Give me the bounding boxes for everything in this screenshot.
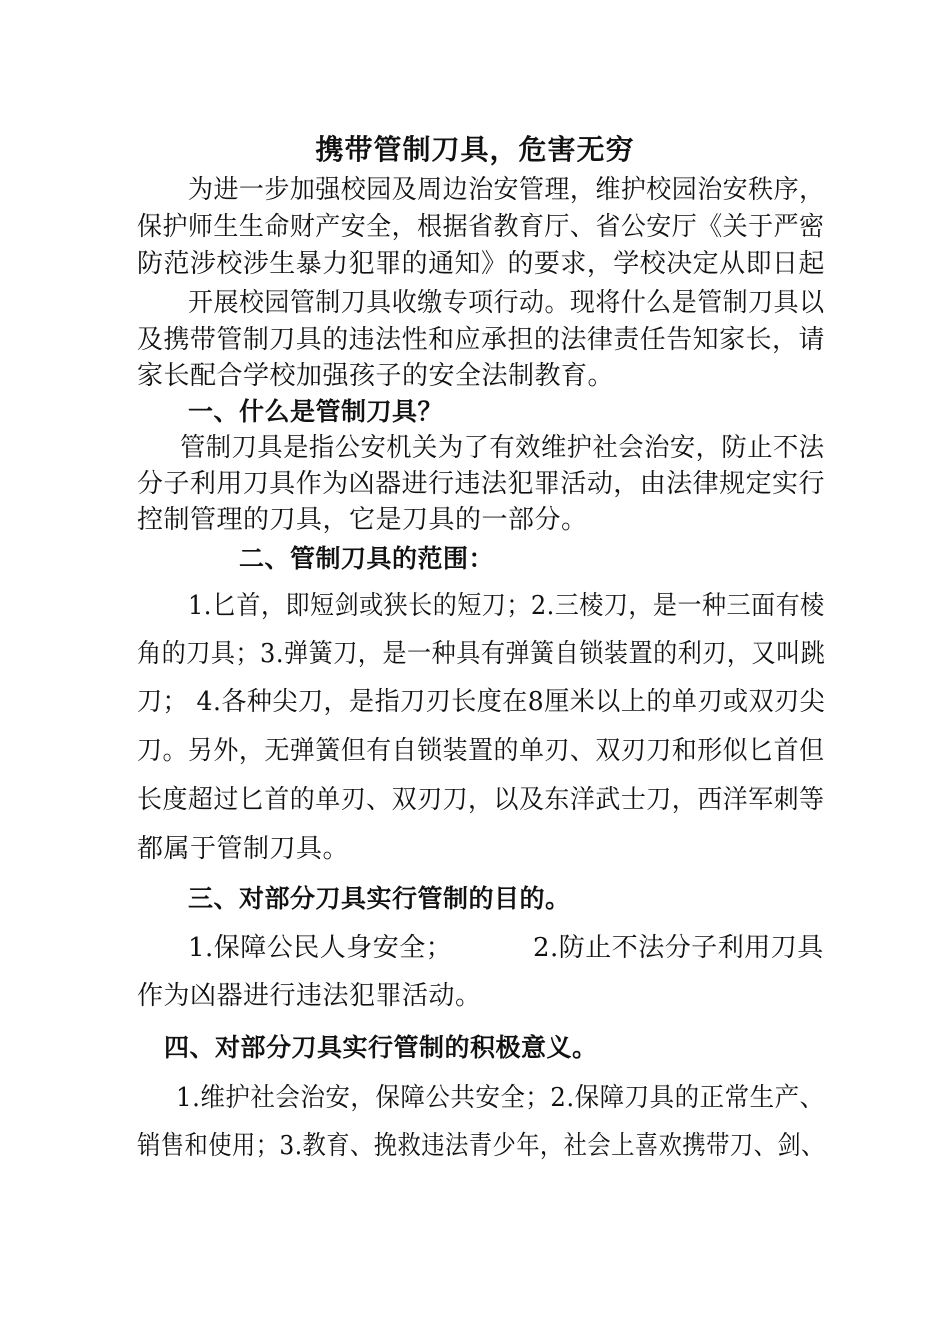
section-2-line-6: 都属于管制刀具。 bbox=[137, 834, 350, 864]
section-1-line-3: 控制管理的刀具，它是刀具的一部分。 bbox=[137, 505, 588, 535]
section-3-line-1b: 2.防止不法分子利用刀具 bbox=[533, 933, 824, 963]
section-2-line-1: 1.匕首，即短剑或狭长的短刀；2.三棱刀，是一种三面有棱 bbox=[188, 591, 825, 621]
section-3-line-1a: 1.保障公民人身安全； bbox=[188, 933, 453, 963]
section-2-line-3: 刀； 4.各种尖刀，是指刀刃长度在8厘米以上的单刃或双刃尖 bbox=[137, 687, 826, 717]
section-3-heading: 三、对部分刀具实行管制的目的。 bbox=[188, 884, 571, 913]
section-2-line-4: 刀。另外，无弹簧但有自锁装置的单刃、双刃刀和形似匕首但 bbox=[137, 736, 825, 766]
intro-line-5: 及携带管制刀具的违法性和应承担的法律责任告知家长，请 bbox=[137, 325, 825, 355]
section-2-heading: 二、管制刀具的范围： bbox=[239, 544, 495, 573]
section-3-line-2: 作为凶器进行违法犯罪活动。 bbox=[137, 981, 482, 1011]
intro-line-1: 为进一步加强校园及周边治安管理，维护校园治安秩序， bbox=[188, 175, 825, 205]
section-2-line-2: 角的刀具；3.弹簧刀，是一种具有弹簧自锁装置的利刃，又叫跳 bbox=[137, 639, 826, 669]
section-1-line-2: 分子利用刀具作为凶器进行违法犯罪活动，由法律规定实行 bbox=[137, 469, 825, 499]
intro-line-2: 保护师生生命财产安全，根据省教育厅、省公安厅《关于严密 bbox=[137, 212, 825, 242]
document-title: 携带管制刀具，危害无穷 bbox=[315, 133, 635, 166]
intro-line-3: 防范涉校涉生暴力犯罪的通知》的要求，学校决定从即日起 bbox=[137, 249, 825, 279]
intro-line-4: 开展校园管制刀具收缴专项行动。现将什么是管制刀具以 bbox=[188, 288, 825, 318]
intro-line-6: 家长配合学校加强孩子的安全法制教育。 bbox=[137, 361, 615, 391]
section-4-line-1: 1.维护社会治安，保障公共安全；2.保障刀具的正常生产、 bbox=[176, 1083, 825, 1113]
section-4-heading: 四、对部分刀具实行管制的积极意义。 bbox=[164, 1033, 598, 1062]
section-1-heading: 一、什么是管制刀具？ bbox=[188, 397, 444, 426]
section-4-line-2: 销售和使用；3.教育、挽救违法青少年，社会上喜欢携带刀、剑、 bbox=[137, 1131, 825, 1161]
section-1-line-1: 管制刀具是指公安机关为了有效维护社会治安，防止不法 bbox=[180, 433, 825, 463]
section-2-line-5: 长度超过匕首的单刃、双刃刀，以及东洋武士刀，西洋军刺等 bbox=[137, 785, 825, 815]
